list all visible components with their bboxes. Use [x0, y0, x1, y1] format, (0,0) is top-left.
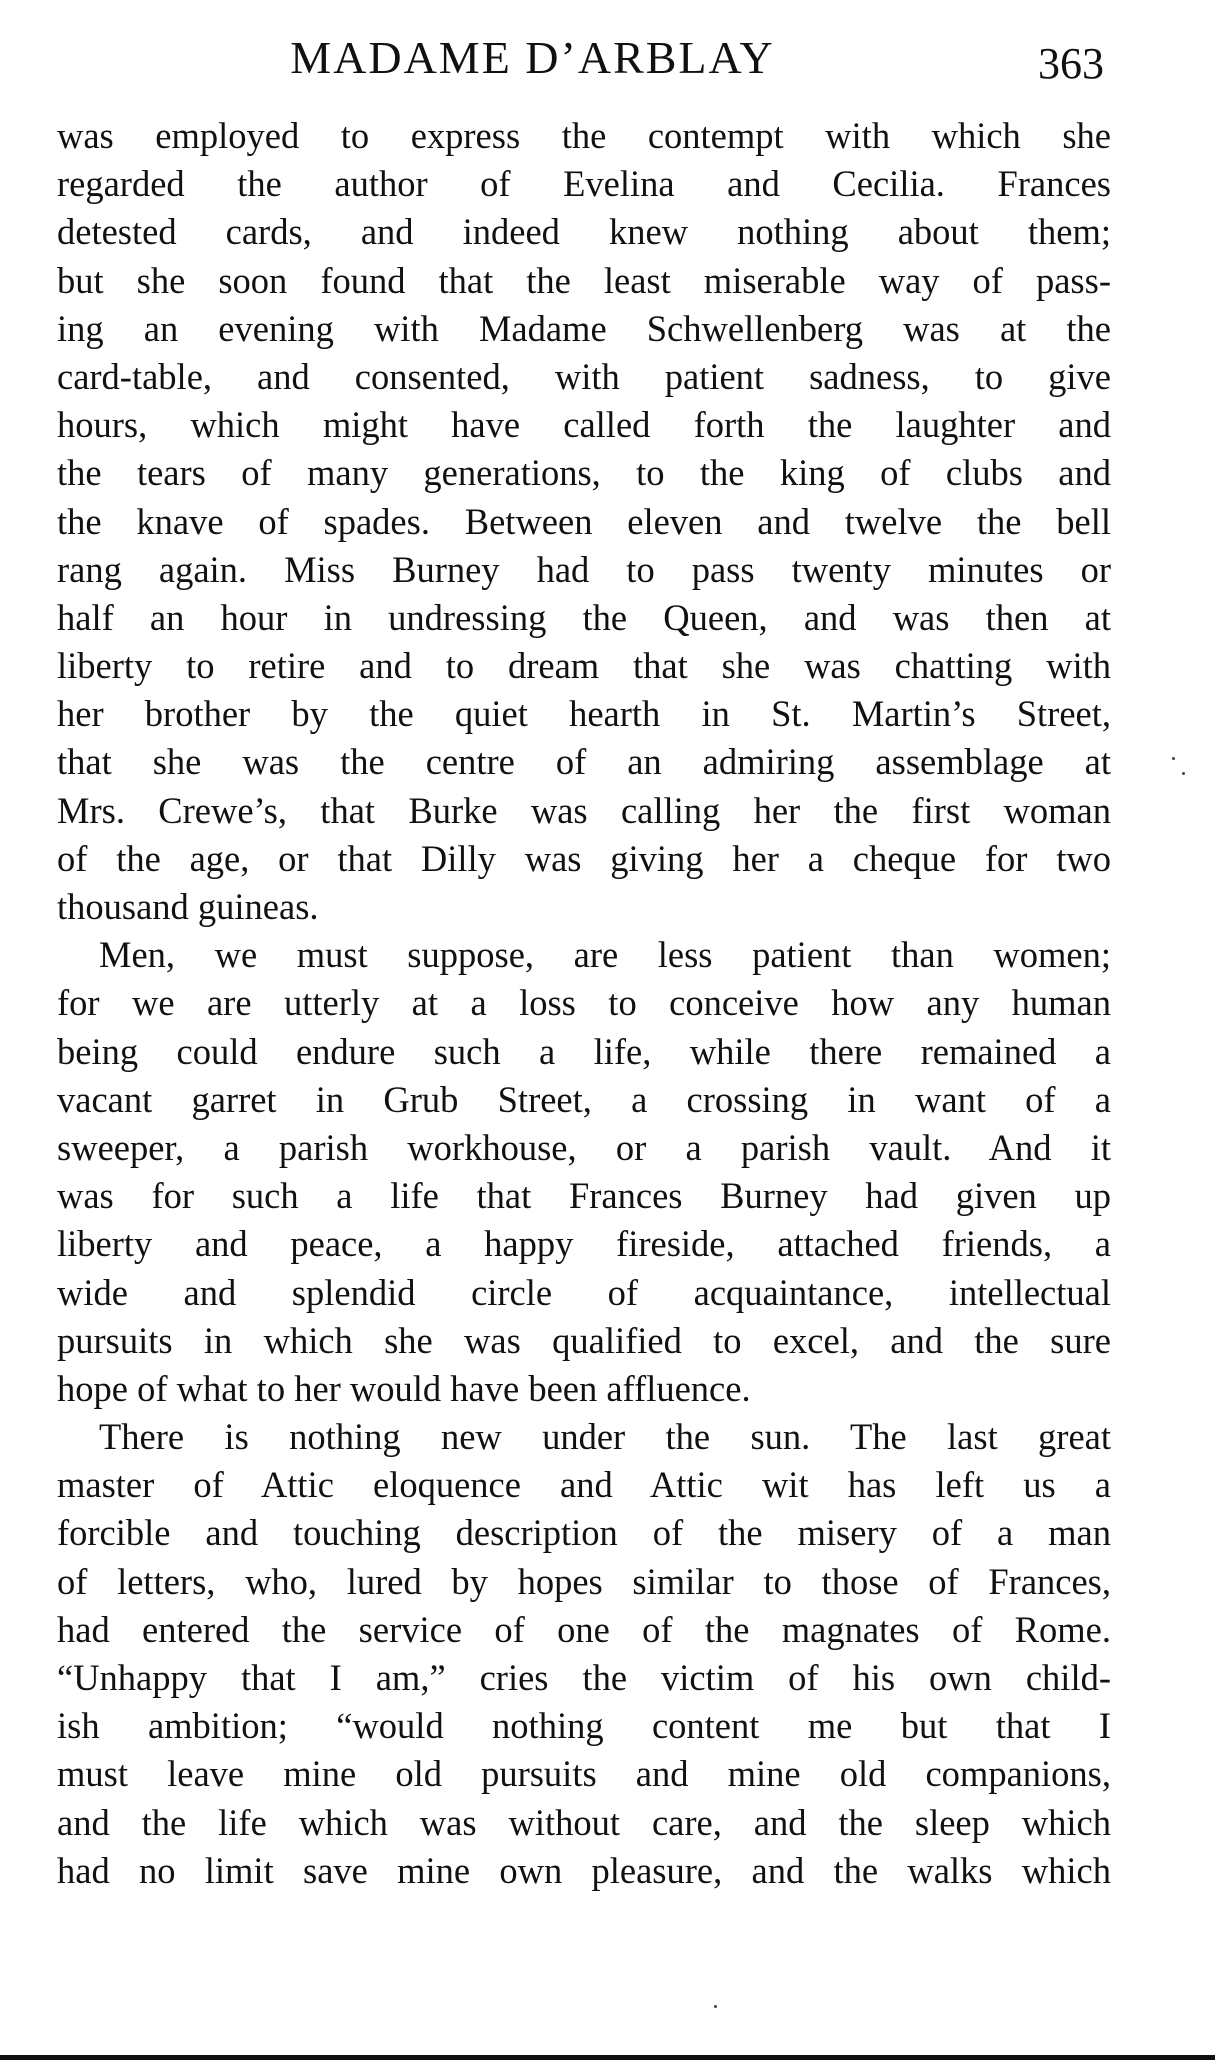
text-line: the tears of many generations, to the king of clubs and: [57, 452, 1111, 494]
text-line: detested cards, and indeed knew nothing about them;: [57, 211, 1111, 253]
page-number: 363: [1038, 39, 1104, 88]
text-line: of the age, or that Dilly was giving her a cheque for two: [57, 837, 1111, 879]
ink-speck: [1182, 772, 1185, 775]
text-line: was employed to express the contempt with which she: [57, 115, 1111, 156]
text-line: that she was the centre of an admiring assemblage at: [57, 741, 1111, 783]
text-line: rang again. Miss Burney had to pass twenty minutes or: [57, 548, 1111, 590]
text-line: There is nothing new under the sun. The last great: [99, 1416, 1111, 1458]
text-line: liberty to retire and to dream that she was chatting with: [57, 645, 1111, 687]
text-line: was for such a life that Frances Burney had given up: [57, 1175, 1111, 1217]
text-line: forcible and touching description of the misery of a man: [57, 1512, 1111, 1554]
body-text: [57, 112, 1111, 1895]
text-line: wide and splendid circle of acquaintance, intellectual: [57, 1271, 1111, 1313]
text-line: Men, we must suppose, are less patient than women;: [99, 934, 1111, 976]
text-line: of letters, who, lured by hopes similar to those of Frances,: [57, 1560, 1111, 1602]
text-line: but she soon found that the least miserable way of pass-: [57, 259, 1111, 301]
text-line: her brother by the quiet hearth in St. Martin’s Street,: [57, 693, 1111, 735]
text-line: pursuits in which she was qualified to excel, and the sure: [57, 1319, 1111, 1361]
page-bottom-rule: [0, 2055, 1215, 2060]
text-line: had no limit save mine own pleasure, and the walks which: [57, 1849, 1111, 1891]
text-line: half an hour in undressing the Queen, and was then at: [57, 596, 1111, 638]
text-line: “Unhappy that I am,” cries the victim of his own child-: [57, 1657, 1111, 1698]
text-line: master of Attic eloquence and Attic wit has left us a: [57, 1464, 1111, 1506]
text-line: card-table, and consented, with patient sadness, to give: [57, 355, 1111, 397]
text-line: regarded the author of Evelina and Cecilia. Frances: [57, 163, 1111, 205]
text-line: sweeper, a parish workhouse, or a parish vault. And it: [57, 1126, 1111, 1168]
ink-speck: [1172, 757, 1175, 760]
text-line: hope of what to her would have been affluence.: [57, 1367, 751, 1409]
text-line: and the life which was without care, and the sleep which: [57, 1801, 1111, 1843]
text-line: had entered the service of one of the magnates of Rome.: [57, 1608, 1111, 1650]
text-line: the knave of spades. Between eleven and twelve the bell: [57, 500, 1111, 542]
text-line: hours, which might have called forth the laughter and: [57, 404, 1111, 446]
text-line: ish ambition; “would nothing content me but that I: [57, 1705, 1111, 1747]
text-line: vacant garret in Grub Street, a crossing in want of a: [57, 1078, 1111, 1120]
running-title: MADAME D’ARBLAY: [290, 32, 775, 83]
text-line: must leave mine old pursuits and mine old companions,: [57, 1753, 1111, 1795]
text-line: liberty and peace, a happy fireside, attached friends, a: [57, 1223, 1111, 1265]
text-line: for we are utterly at a loss to conceive how any human: [57, 982, 1111, 1024]
text-line: Mrs. Crewe’s, that Burke was calling her the first woman: [57, 789, 1111, 831]
ink-speck: [714, 2005, 717, 2008]
text-line: thousand guineas.: [57, 886, 319, 927]
text-line: being could endure such a life, while there remained a: [57, 1030, 1111, 1072]
text-line: ing an evening with Madame Schwellenberg was at the: [57, 307, 1111, 349]
